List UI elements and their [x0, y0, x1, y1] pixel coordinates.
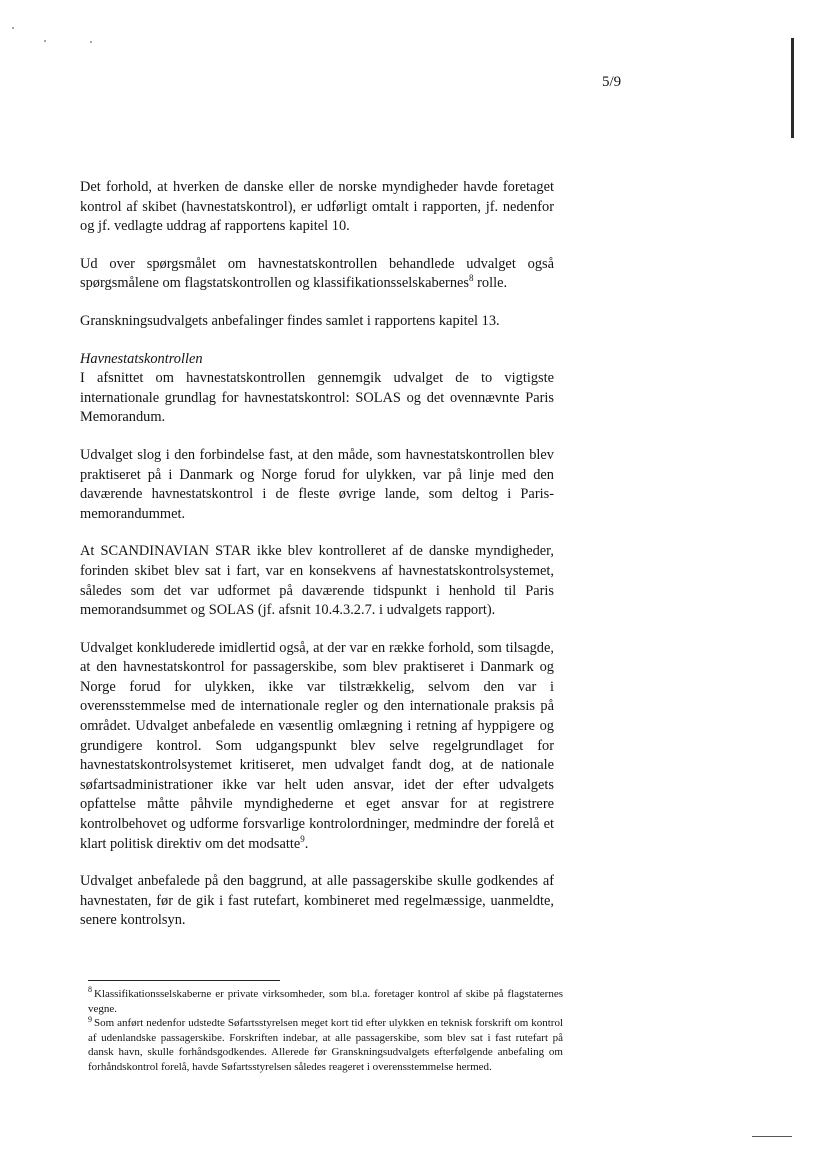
footnote-text: Klassifikationsselskaberne er private virksomheder, som bl.a. foretager kontrol af skibe på flagstaternes vegne. [88, 988, 563, 1015]
footnote-text: Som anført nedenfor udstedte Søfartsstyrelsen meget kort tid efter ulykken en teknisk forskrift om kontrol af udenlandske passagerskibe. Forskriften indebar, at alle passagerskibe, som blev sat i fast rutefart på dansk havn, skulle forhåndsgodkendes. Allerede før Granskningsudvalgets efterfølgende anbefaling om forhåndskontrol forelå, havde Søfartsstyrelsen således reageret i overensstemmelse hermed. [88, 1017, 563, 1073]
paragraph-7 [80, 639, 554, 855]
footnote-9 [88, 1016, 563, 1074]
paragraph-8: Udvalget anbefalede på den baggrund, at alle passagerskibe skulle godkendes af havnestaten, før de gik i fast rutefart, kombineret med regelmæssige, uanmeldte, senere kontrolsyn. [80, 873, 554, 929]
body-text [80, 178, 554, 949]
scan-bottom-mark [752, 1136, 792, 1137]
section-havnestatskontrollen [80, 350, 554, 428]
paragraph-2 [80, 255, 554, 294]
footnote-ref-9[interactable]: 9 [300, 833, 305, 844]
scan-speck [44, 40, 46, 42]
paragraph-4: I afsnittet om havnestatskontrollen gennemgik udvalget de to vigtigste internationale grundlag for havnestatskontrol: SOLAS og det ovennævnte Paris Memorandum. [80, 370, 554, 426]
paragraph-2-tail: rolle. [473, 275, 508, 292]
footnote-ref-8[interactable]: 8 [469, 273, 474, 284]
paragraph-1: Det forhold, at hverken de danske eller de norske myndigheder havde foretaget kontrol af skibet (havnestatskontrol), er udførligt omtalt i rapporten, jf. nedenfor og jf. vedlagte uddrag af rapportens kapitel 10. [80, 179, 554, 235]
paragraph-6: At SCANDINAVIAN STAR ikke blev kontrolleret af de danske myndigheder, forinden skibet blev sat i fart, var en konsekvens af havnestatskontrolsystemet, således som det var udformet på daværende tidspunkt i henhold til Paris memorandsummet og SOLAS (jf. afsnit 10.4.3.2.7. i udvalgets rapport). [80, 543, 554, 619]
footnote-number: 9 [88, 1014, 92, 1024]
paragraph-7-text: Udvalget konkluderede imidlertid også, at der var en række forhold, som tilsagde, at den havnestatskontrol for passagerskibe, som blev praktiseret i Danmark og Norge forud for ulykken, ikke var tilstrækkelig, selvom den var i overensstemmelse med de internationale regler og den internationale praksis på området. Udvalget anbefalede en væsentlig omlægning i retning af hyppigere og grundigere kontrol. Som udgangspunkt blev selve regelgrundlaget for havnestatskontrolsystemet kritiseret, men udvalget fandt dog, at de nationale søfartsadministrationer ikke var helt uden ansvar, idet der efter udvalgets opfattelse måtte påhvile myndighederne et eget ansvar for at registrere kontrolbehovet og udforme forsvarlige kontrolordninger, medmindre der forelå et klart politisk direktiv om det modsatte [80, 639, 554, 852]
section-heading: Havnestatskontrollen [80, 350, 203, 367]
paragraph-2-text: Ud over spørgsmålet om havnestatskontrollen behandlede udvalget også spørgsmålene om flagstatskontrollen og klassifikationsselskabernes [80, 255, 554, 292]
paragraph-3: Granskningsudvalgets anbefalinger findes samlet i rapportens kapitel 13. [80, 312, 500, 329]
scan-speck [12, 27, 14, 29]
paragraph-7-tail: . [304, 835, 309, 852]
footnote-separator [88, 980, 280, 981]
footnote-number: 8 [88, 985, 92, 995]
scan-edge-mark [791, 38, 794, 138]
footnotes [88, 987, 563, 1075]
page-number: 5/9 [602, 74, 622, 90]
paragraph-5: Udvalget slog i den forbindelse fast, at den måde, som havnestatskontrollen blev praktiseret på i Danmark og Norge forud for ulykken, var på linje med den daværende havnestatskontrol i de fleste øvrige lande, som deltog i Paris-memorandummet. [80, 446, 554, 522]
scan-speck [90, 41, 92, 43]
footnote-8 [88, 987, 563, 1016]
